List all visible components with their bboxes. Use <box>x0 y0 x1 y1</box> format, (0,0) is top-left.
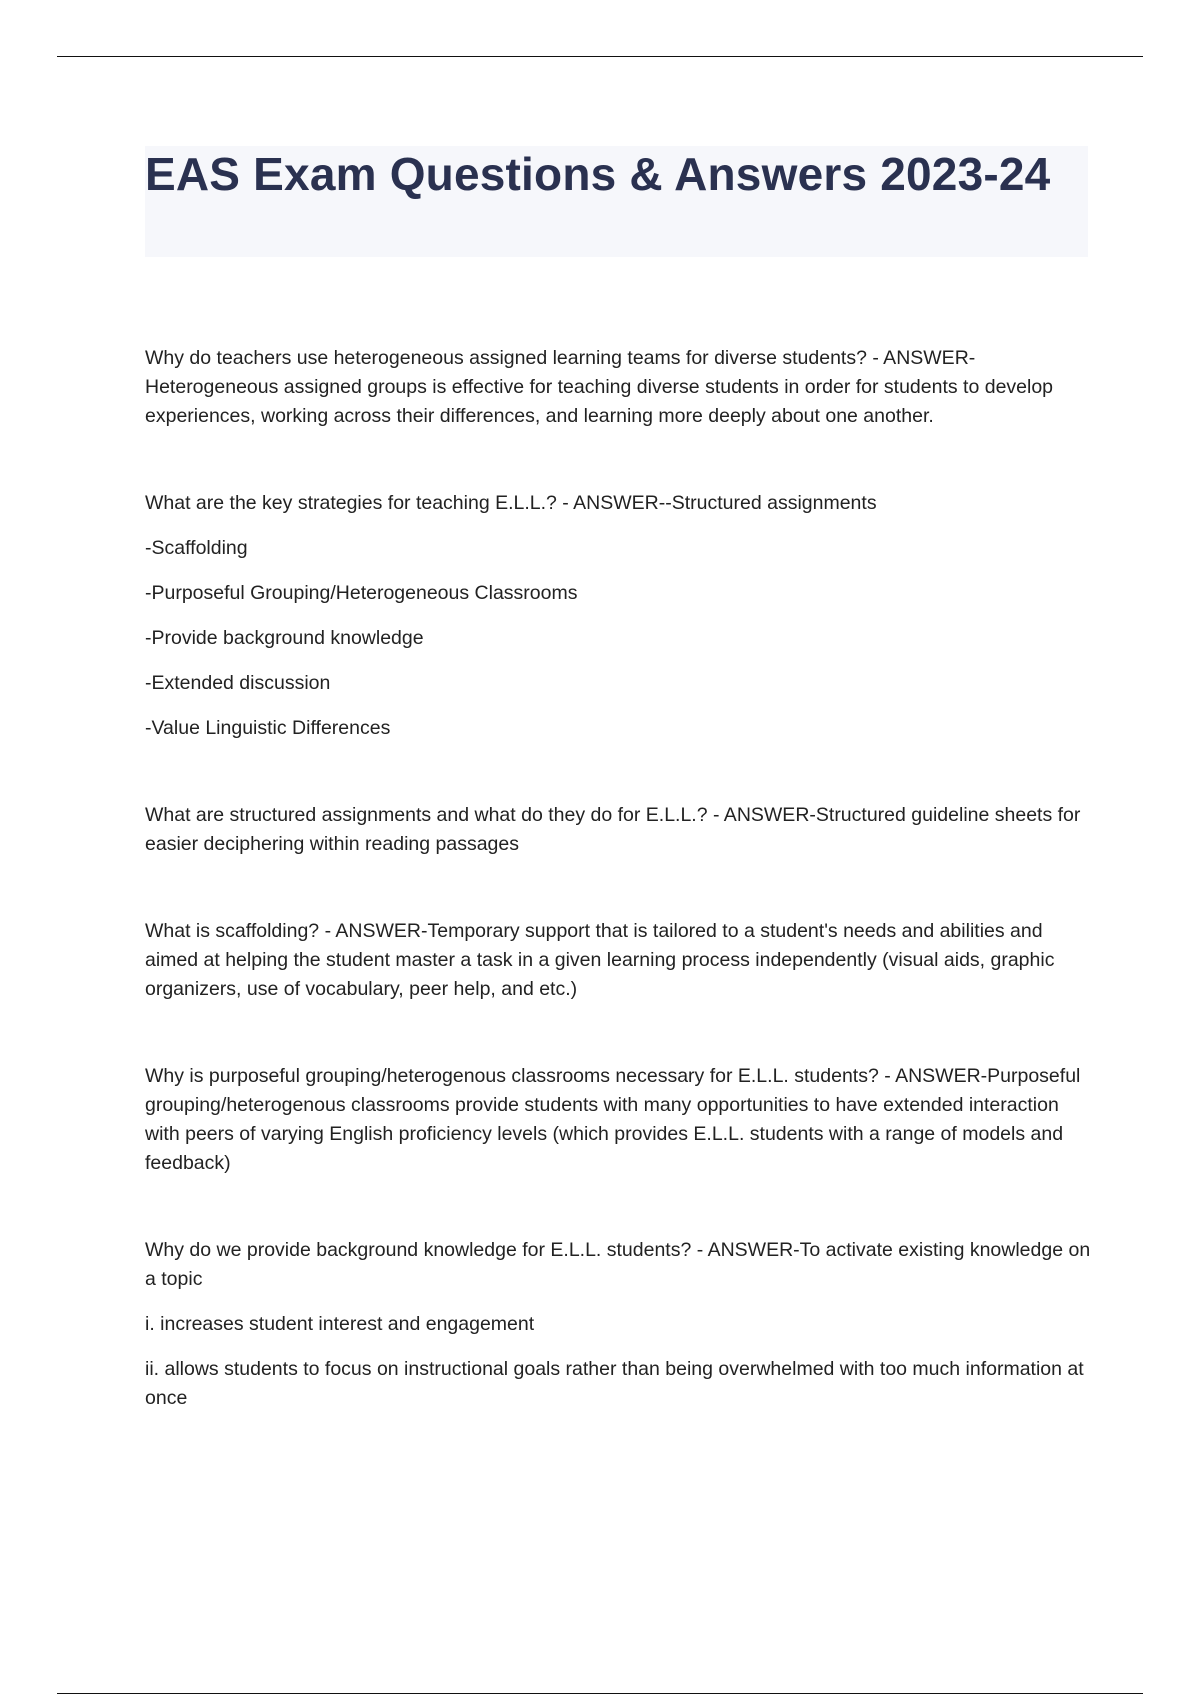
page-top-rule <box>57 56 1143 57</box>
qa-text: Why do teachers use heterogeneous assigned learning teams for diverse students? - ANSWER-Heterogeneous assigned groups is effective for teaching diverse students in order for students to develop experiences, working across their differences, and learning more deeply about one another. <box>145 347 1054 427</box>
qa-entry <box>145 917 1095 1004</box>
qa-entry <box>145 1062 1095 1178</box>
qa-list-item: -Value Linguistic Differences <box>145 717 391 739</box>
title-banner <box>145 146 1088 257</box>
qa-text: What is scaffolding? - ANSWER-Temporary support that is tailored to a student's needs and abilities and aimed at helping the student master a task in a given learning process independently (visual aids, graphic organizers, use of vocabulary, peer help, and etc.) <box>145 920 1055 1000</box>
qa-text: Why is purposeful grouping/heterogenous classrooms necessary for E.L.L. students? - ANSWER-Purposeful grouping/heterogenous classrooms provide students with many opportunities to have extended interaction with peers of varying English proficiency levels (which provides E.L.L. students with a range of models and feedback) <box>145 1065 1081 1174</box>
qa-list-item: ii. allows students to focus on instructional goals rather than being overwhelmed with too much information at once <box>145 1358 1084 1409</box>
qa-list-item: i. increases student interest and engagement <box>145 1313 535 1335</box>
qa-text: What are the key strategies for teaching E.L.L.? - ANSWER--Structured assignments <box>145 492 877 514</box>
qa-list <box>145 344 1095 1471</box>
qa-list-item: -Provide background knowledge <box>145 627 424 649</box>
page-bottom-rule <box>57 1693 1143 1694</box>
qa-list-item: -Extended discussion <box>145 672 331 694</box>
document-title: EAS Exam Questions & Answers 2023-24 <box>145 148 1051 200</box>
qa-entry <box>145 1236 1095 1413</box>
qa-text: What are structured assignments and what do they do for E.L.L.? - ANSWER-Structured guideline sheets for easier deciphering within reading passages <box>145 804 1081 855</box>
qa-list-item: -Scaffolding <box>145 537 248 559</box>
qa-list-item: -Purposeful Grouping/Heterogeneous Classrooms <box>145 582 578 604</box>
qa-entry <box>145 344 1095 431</box>
qa-entry <box>145 489 1095 743</box>
qa-entry <box>145 801 1095 859</box>
qa-text: Why do we provide background knowledge for E.L.L. students? - ANSWER-To activate existing knowledge on a topic <box>145 1239 1091 1290</box>
